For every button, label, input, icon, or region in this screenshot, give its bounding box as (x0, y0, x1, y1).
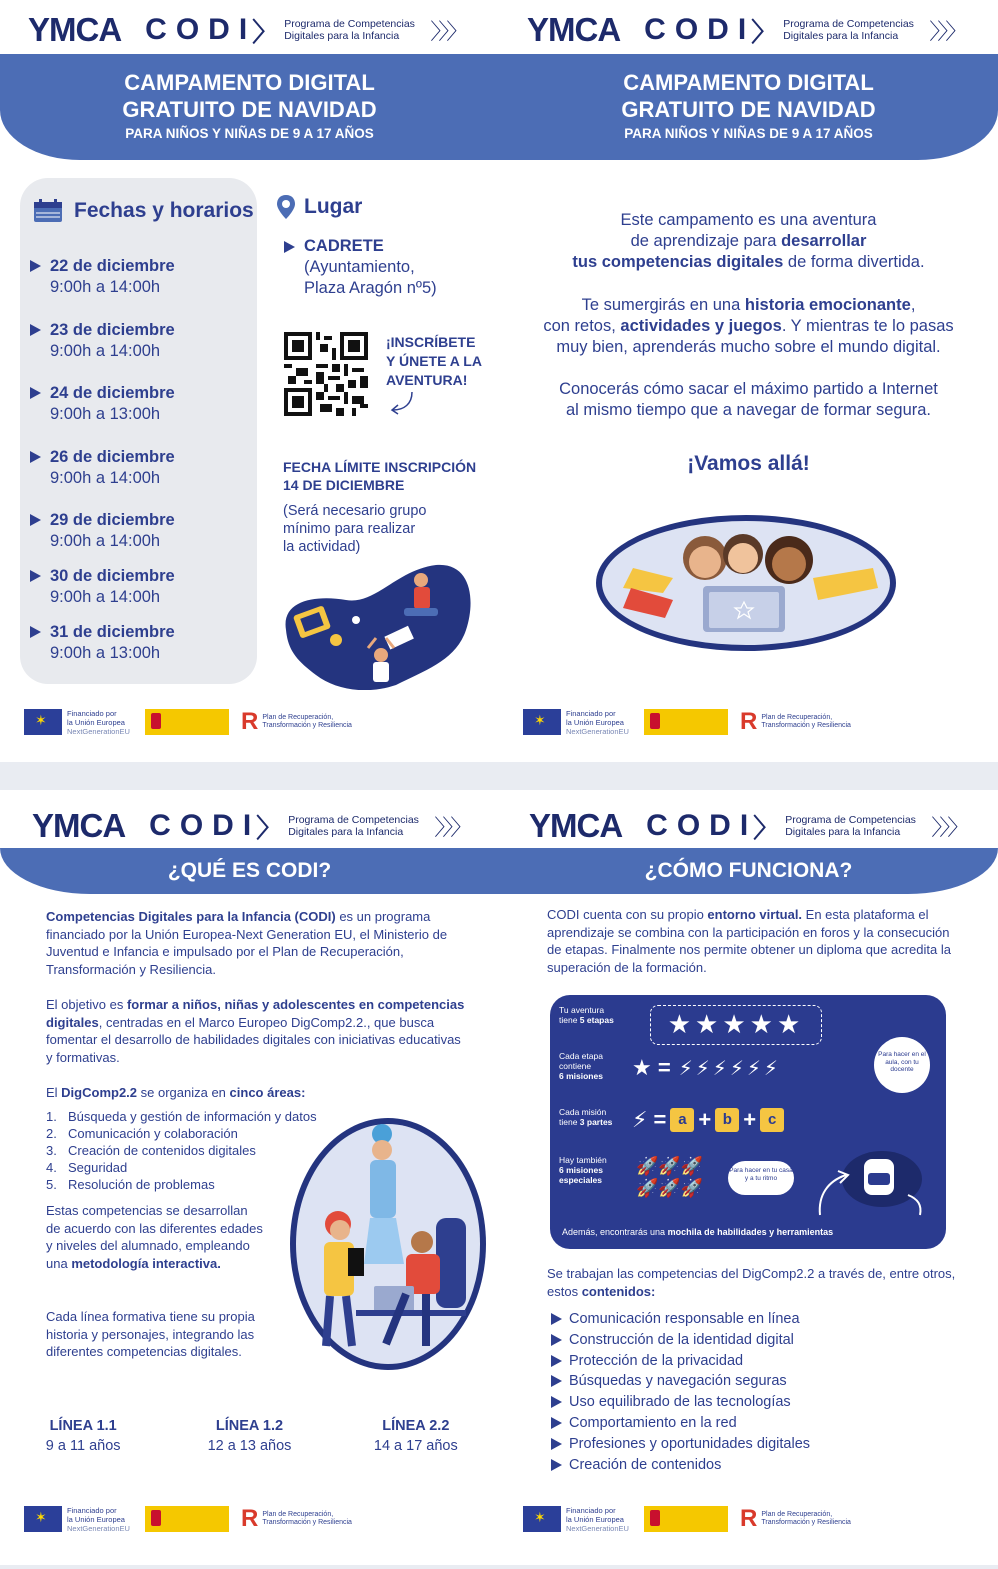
plan-line: Transformación y Resiliencia (262, 1519, 352, 1526)
eu-line: NextGenerationEU (566, 726, 629, 736)
intro-paragraph-2 (499, 295, 998, 358)
spain-ministry-logo (145, 709, 229, 735)
ymca-logo: YMCA (527, 11, 621, 48)
eu-funding-text (566, 709, 638, 736)
contents-list (551, 1309, 810, 1475)
signup-cta-line: ¡INSCRÍBETE (386, 334, 476, 350)
logo-row (527, 10, 964, 50)
eu-line: la Unión Europea (67, 1514, 125, 1524)
eu-line: Financiado por (566, 708, 616, 718)
codi-logo: CODI (644, 13, 756, 46)
camp-title-line2: GRATUITO DE NAVIDAD (621, 97, 876, 122)
plan-line: Plan de Recuperación, (761, 1511, 833, 1518)
eu-flag-icon: ✶ (24, 709, 62, 735)
training-lines (0, 1416, 499, 1456)
line-ages: 12 a 13 años (207, 1438, 292, 1454)
date-label: 22 de diciembre (50, 257, 175, 275)
five-stars-icon: ★★★★★ (650, 1005, 822, 1045)
camp-title-line1: CAMPAMENTO DIGITAL (124, 70, 375, 95)
qr-code[interactable] (284, 332, 368, 416)
codi-subtitle: Programa de Competencias Digitales para la Infancia (785, 814, 916, 838)
area-item: 1. Búsqueda y gestión de información y datos (46, 1109, 317, 1124)
area-label: Búsqueda y gestión de información y datos (68, 1109, 317, 1124)
star-icon: ★ = (632, 1055, 671, 1080)
date-label: 29 de diciembre (50, 511, 175, 529)
triple-chevron-icon: 〉〉〉 (929, 18, 965, 44)
date-label: 23 de diciembre (50, 321, 175, 339)
spain-ministry-logo (145, 1506, 229, 1532)
home-bubble: Para hacer en tu casa y a tu ritmo (728, 1161, 794, 1195)
intro-line (499, 295, 998, 316)
intro-bold: historia emocionante (744, 296, 911, 314)
recovery-plan-r-icon: R (740, 1505, 758, 1532)
part-b-badge: b (715, 1108, 739, 1132)
panel-intro (499, 0, 998, 762)
place-heading-label: Lugar (304, 195, 363, 218)
recovery-plan-r-icon: R (241, 1505, 259, 1532)
part-a-badge: a (670, 1108, 694, 1132)
area-label: Seguridad (68, 1160, 128, 1175)
place-heading (276, 194, 362, 220)
camp-title-line1: CAMPAMENTO DIGITAL (623, 70, 874, 95)
eu-funding-text (566, 1506, 638, 1533)
triple-chevron-icon: 〉〉〉 (434, 814, 470, 840)
content-item: Construcción de la identidad digital (551, 1330, 810, 1351)
signup-cta-line: AVENTURA! (386, 372, 468, 388)
codi-subtitle: Programa de Competencias Digitales para la Infancia (284, 18, 415, 42)
parts-label-line: Cada misión (559, 1107, 607, 1117)
place-line1: (Ayuntamiento, (304, 258, 415, 276)
triangle-bullet-icon (30, 451, 41, 463)
kids-tech-illustration (276, 560, 476, 690)
contents-intro (547, 1265, 967, 1300)
codi-subtitle: Programa de Competencias Digitales para la Infancia (783, 18, 914, 42)
platform-text: En esta plataforma el aprendizaje se combina con la participación en foros y la consecución de etapas. Finalmente nos permite obtener un diploma que acredita la superación de la formación. (547, 907, 951, 975)
intro-bold: tus competencias digitales (572, 253, 784, 271)
camp-title-line2: GRATUITO DE NAVIDAD (122, 97, 377, 122)
objective-text: El objetivo es (46, 997, 127, 1012)
digcomp-areas-list (46, 1108, 317, 1193)
intro-line (499, 231, 998, 252)
note-line: la actividad) (283, 539, 361, 555)
stage-equation (632, 1055, 781, 1081)
eu-funding-text (67, 709, 139, 736)
plan-line: Plan de Recuperación, (262, 714, 334, 721)
backpack-caption (562, 1227, 833, 1237)
stages-label-text: tiene (559, 1015, 580, 1025)
intro-line: Conocerás cómo sacar el máximo partido a Internet (559, 380, 938, 398)
funding-footer (523, 1505, 871, 1533)
how-it-works-banner: ¿CÓMO FUNCIONA? (499, 848, 998, 894)
funding-footer (523, 708, 871, 736)
plan-line: Transformación y Resiliencia (262, 722, 352, 729)
place-city: CADRETE (304, 237, 384, 255)
minimum-group-note (283, 502, 463, 556)
date-item (50, 383, 175, 425)
special-label-bold: 6 misiones especiales (559, 1165, 603, 1185)
deadline-line: FECHA LÍMITE INSCRIPCIÓN (283, 459, 477, 475)
content-item: Uso equilibrado de las tecnologías (551, 1392, 810, 1413)
intro-text: de aprendizaje para (630, 232, 782, 250)
note-line: mínimo para realizar (283, 521, 416, 537)
intro-line: muy bien, aprenderás mucho sobre el mundo digital. (556, 338, 941, 356)
content-item: Creación de contenidos (551, 1455, 810, 1476)
eu-flag-icon: ✶ (523, 709, 561, 735)
plan-line: Plan de Recuperación, (761, 714, 833, 721)
codi-name-bold: Competencias Digitales para la Infancia (CODI) (46, 909, 336, 924)
spain-ministry-logo (644, 709, 728, 735)
content-item: Comunicación responsable en línea (551, 1309, 810, 1330)
hours-label: 9:00h a 14:00h (50, 342, 161, 360)
funding-footer (24, 708, 372, 736)
missions-label-line: contiene (559, 1061, 592, 1071)
line-ages: 14 a 17 años (373, 1438, 458, 1454)
triangle-bullet-icon (30, 324, 41, 336)
training-line (0, 1416, 166, 1456)
parts-label-text: tiene (559, 1117, 580, 1127)
digcomp-bold: cinco áreas: (229, 1085, 306, 1100)
eu-line: Financiado por (67, 1505, 117, 1515)
sheet-divider (0, 762, 998, 790)
contents-intro-bold: contenidos: (581, 1283, 656, 1299)
date-item (50, 320, 175, 362)
triangle-bullet-icon (30, 570, 41, 582)
content-item: Protección de la privacidad (551, 1351, 810, 1372)
date-label: 30 de diciembre (50, 567, 175, 585)
mission-equation: ⚡ = a + b + c (632, 1107, 788, 1133)
students-teacher-illustration (286, 1114, 490, 1374)
recovery-plan-r-icon: R (241, 708, 259, 735)
area-item: 3. Creación de contenidos digitales (46, 1143, 256, 1158)
panel-how-it-works (499, 790, 998, 1565)
stages-label (559, 1005, 614, 1025)
intro-text: de forma divertida. (783, 253, 925, 271)
digcomp-text: El (46, 1085, 62, 1100)
line-name: LÍNEA 2.2 (382, 1418, 450, 1434)
triangle-bullet-icon (284, 241, 295, 253)
recovery-plan-logo (740, 708, 871, 736)
date-item (50, 256, 175, 298)
dates-heading (32, 198, 254, 224)
backpack-illustration (808, 1145, 928, 1221)
kids-laptop-illustration (593, 508, 899, 658)
codi-description (46, 908, 466, 978)
eu-line: NextGenerationEU (566, 1523, 629, 1533)
area-label: Creación de contenidos digitales (68, 1143, 256, 1158)
eu-funding-text (67, 1506, 139, 1533)
eu-flag-icon: ✶ (523, 1506, 561, 1532)
methodology-text: Estas competencias se desarrollan de acuerdo con las diferentes edades y niveles del alumnado, empleando una (46, 1203, 263, 1271)
eu-flag-icon: ✶ (24, 1506, 62, 1532)
logo-row (32, 806, 469, 846)
platform-bold: entorno virtual. (707, 907, 803, 922)
ymca-logo: YMCA (28, 11, 122, 48)
objective-text: , centradas en el Marco Europeo DigComp2.2., que busca fomentar el desarrollo de habilidades digitales con iniciativas educativas y formativas. (46, 1014, 461, 1065)
area-item: 2. Comunicación y colaboración (46, 1126, 238, 1141)
camp-subtitle: PARA NIÑOS Y NIÑAS DE 9 A 17 AÑOS (624, 126, 873, 141)
intro-text: con retos, (543, 317, 621, 335)
camp-banner (0, 54, 499, 160)
flyer-sheet-front (0, 0, 998, 762)
recovery-plan-logo (241, 1505, 372, 1533)
logo-row (529, 806, 966, 846)
hours-label: 9:00h a 14:00h (50, 588, 161, 606)
adventure-structure-infographic (550, 995, 946, 1249)
camp-subtitle: PARA NIÑOS Y NIÑAS DE 9 A 17 AÑOS (125, 126, 374, 141)
calendar-icon (32, 198, 64, 224)
line-name: LÍNEA 1.1 (49, 1418, 117, 1434)
backpack-bold: mochila de habilidades y herramientas (667, 1227, 834, 1237)
eu-line: NextGenerationEU (67, 1523, 130, 1533)
parts-label (559, 1107, 612, 1127)
codi-logo: CODI (145, 13, 257, 46)
recovery-plan-logo (740, 1505, 871, 1533)
chevron-right-icon: 〉 (252, 16, 279, 47)
area-label: Resolución de problemas (68, 1177, 215, 1192)
recovery-plan-logo (241, 708, 372, 736)
platform-description (547, 906, 967, 976)
place-address (304, 236, 437, 299)
spain-ministry-logo (644, 1506, 728, 1532)
chevron-right-icon: 〉 (753, 812, 780, 843)
chevron-right-icon: 〉 (751, 16, 778, 47)
hours-label: 9:00h a 13:00h (50, 405, 161, 423)
missions-label-bold: 6 misiones (559, 1071, 603, 1081)
intro-text: , (910, 296, 916, 314)
lets-go-heading: ¡Vamos allá! (687, 452, 810, 475)
curved-arrow-icon (388, 390, 418, 416)
recovery-plan-r-icon: R (740, 708, 758, 735)
codi-logo: CODI (149, 809, 261, 842)
objective-bold: formar a niños, niñas y adolescentes en competencias digitales (46, 997, 465, 1030)
methodology-bold: metodología interactiva. (71, 1255, 221, 1271)
triple-chevron-icon: 〉〉〉 (931, 814, 967, 840)
plan-line: Plan de Recuperación, (262, 1511, 334, 1518)
camp-banner (499, 54, 998, 160)
plan-line: Transformación y Resiliencia (761, 1519, 851, 1526)
platform-text: CODI cuenta con su propio (547, 907, 708, 922)
codi-description-text: es un programa financiado por la Unión Europea-Next Generation EU, el Ministerio de Juventud e Infancia e impulsado por el Plan de Recuperación, Transformación y Resiliencia. (46, 909, 448, 977)
contents-intro-text: Se trabajan las competencias del DigComp2.2 a través de, entre otros, estos (547, 1266, 956, 1299)
plan-line: Transformación y Resiliencia (761, 722, 851, 729)
line-name: LÍNEA 1.2 (215, 1418, 284, 1434)
intro-line: al mismo tiempo que a navegar de formar segura. (565, 401, 931, 419)
content-item: Profesiones y oportunidades digitales (551, 1434, 810, 1455)
eu-line: NextGenerationEU (67, 726, 130, 736)
backpack-text: Además, encontrarás una (562, 1227, 668, 1237)
training-line (333, 1416, 499, 1456)
classroom-bubble: Para hacer en el aula, con tu docente (874, 1037, 930, 1093)
date-item (50, 622, 175, 664)
stages-label-line: Tu aventura (559, 1005, 605, 1015)
panel-what-is-codi (0, 790, 499, 1565)
lightning-icon: ⚡ = (632, 1107, 667, 1132)
lightning-bolts-icon: ⚡⚡⚡⚡⚡⚡ (678, 1057, 781, 1080)
date-label: 31 de diciembre (50, 623, 175, 641)
hours-label: 9:00h a 14:00h (50, 278, 161, 296)
missions-label-line: Cada etapa (559, 1051, 603, 1061)
dates-heading-label: Fechas y horarios (74, 199, 254, 222)
ymca-logo: YMCA (529, 807, 623, 844)
signup-cta-line: Y ÚNETE A LA (386, 353, 482, 369)
dates-box (20, 178, 257, 684)
eu-line: Financiado por (67, 708, 117, 718)
location-pin-icon (276, 194, 296, 220)
intro-text: . Y mientras te lo pasas (781, 317, 954, 335)
part-c-badge: c (760, 1108, 784, 1132)
intro-text: Te sumergirás en una (581, 296, 745, 314)
date-item (50, 566, 175, 608)
training-lines-paragraph: Cada línea formativa tiene su propia historia y personajes, integrando las diferentes competencias digitales. (46, 1309, 255, 1359)
what-is-codi-banner: ¿QUÉ ES CODI? (0, 848, 499, 894)
date-label: 26 de diciembre (50, 448, 175, 466)
hours-label: 9:00h a 13:00h (50, 644, 161, 662)
stages-label-bold: 5 etapas (579, 1015, 614, 1025)
date-item (50, 447, 175, 489)
line-ages: 9 a 11 años (45, 1438, 121, 1454)
objective-paragraph (46, 996, 466, 1066)
methodology-paragraph (46, 1202, 264, 1272)
hours-label: 9:00h a 14:00h (50, 469, 161, 487)
date-item (50, 510, 175, 552)
note-line: (Será necesario grupo (283, 503, 427, 519)
content-item: Búsquedas y navegación seguras (551, 1371, 810, 1392)
deadline-line: 14 DE DICIEMBRE (283, 477, 405, 493)
flyer-sheet-back (0, 790, 998, 1565)
place-line2: Plaza Aragón nº5) (304, 279, 437, 297)
intro-line (499, 252, 998, 273)
area-item: 4. Seguridad (46, 1160, 128, 1175)
special-missions-label (559, 1155, 619, 1185)
parts-label-bold: 3 partes (579, 1117, 613, 1127)
triangle-bullet-icon (30, 387, 41, 399)
intro-line (499, 316, 998, 337)
triangle-bullet-icon (30, 626, 41, 638)
codi-logo: CODI (646, 809, 758, 842)
missions-label (559, 1051, 603, 1081)
eu-line: Financiado por (566, 1505, 616, 1515)
intro-paragraph-3 (499, 379, 998, 421)
date-label: 24 de diciembre (50, 384, 175, 402)
signup-deadline (283, 458, 476, 494)
intro-paragraph-1 (499, 210, 998, 273)
logo-row (28, 10, 465, 50)
signup-cta (386, 333, 496, 421)
content-item: Comportamiento en la red (551, 1413, 810, 1434)
intro-line: Este campamento es una aventura (620, 211, 877, 229)
eu-line: la Unión Europea (566, 1514, 624, 1524)
digcomp-intro (46, 1084, 466, 1102)
chevron-right-icon: 〉 (256, 812, 283, 843)
special-label-line: Hay también (559, 1155, 607, 1165)
panel-schedule (0, 0, 499, 762)
eu-line: la Unión Europea (67, 717, 125, 727)
training-line (166, 1416, 332, 1456)
area-item: 5. Resolución de problemas (46, 1177, 215, 1192)
eu-line: la Unión Europea (566, 717, 624, 727)
triangle-bullet-icon (30, 260, 41, 272)
hours-label: 9:00h a 14:00h (50, 532, 161, 550)
rocket-icons: 🚀🚀🚀 🚀🚀🚀 (636, 1156, 704, 1198)
intro-bold: actividades y juegos (620, 317, 782, 335)
funding-footer (24, 1505, 372, 1533)
area-label: Comunicación y colaboración (68, 1126, 238, 1141)
intro-bold: desarrollar (781, 232, 867, 250)
digcomp-text: se organiza en (137, 1085, 230, 1100)
ymca-logo: YMCA (32, 807, 126, 844)
codi-subtitle: Programa de Competencias Digitales para la Infancia (288, 814, 419, 838)
triple-chevron-icon: 〉〉〉 (430, 18, 466, 44)
digcomp-bold: DigComp2.2 (61, 1085, 138, 1100)
triangle-bullet-icon (30, 514, 41, 526)
